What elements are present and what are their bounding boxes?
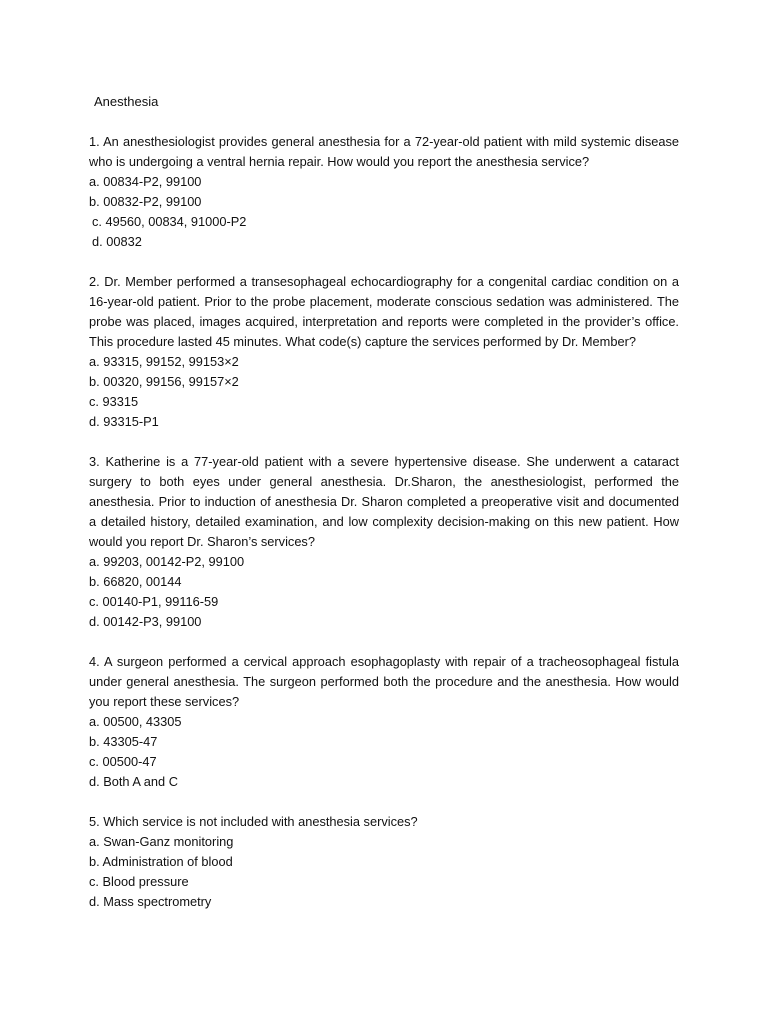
answer-option-d: d. Mass spectrometry — [89, 894, 212, 909]
answer-option-c: c. 00500-47 — [89, 754, 157, 769]
answer-option-d: d. 00142-P3, 99100 — [89, 614, 202, 629]
answer-option-a: a. 99203, 00142-P2, 99100 — [89, 554, 245, 569]
document-title: Anesthesia — [94, 94, 159, 109]
question-text: 3. Katherine is a 77-year-old patient with a severe hypertensive disease. She underwent a cataract surgery to both eyes under general anesthesia. Dr.Sharon, the anesthesiologist, performed the anesthesia. Prior to induction of anesthesia Dr. Sharon completed a preoperative visit and documented a detailed history, detailed examination, and low complexity decision-making on this new patient. How would you report Dr. Sharon’s services? — [89, 454, 679, 549]
answer-option-b: b. 43305-47 — [89, 734, 158, 749]
question-2 — [89, 272, 679, 432]
answer-option-a: a. 00500, 43305 — [89, 714, 182, 729]
answer-option-a: a. 00834-P2, 99100 — [89, 174, 202, 189]
answer-option-c: c. Blood pressure — [89, 874, 189, 889]
question-text: 2. Dr. Member performed a transesophageal echocardiography for a congenital cardiac condition on a 16-year-old patient. Prior to the probe placement, moderate conscious sedation was administered. The probe was placed, images acquired, interpretation and reports were completed in the provider’s office. This procedure lasted 45 minutes. What code(s) capture the services performed by Dr. Member? — [89, 274, 679, 349]
answer-option-b: b. 00832-P2, 99100 — [89, 194, 202, 209]
answer-option-d: d. 00832 — [92, 234, 142, 249]
question-1 — [89, 132, 679, 252]
question-text: 1. An anesthesiologist provides general anesthesia for a 72-year-old patient with mild systemic disease who is undergoing a ventral hernia repair. How would you report the anesthesia service? — [89, 134, 679, 169]
answer-option-c: c. 00140-P1, 99116-59 — [89, 594, 219, 609]
question-text: 5. Which service is not included with anesthesia services? — [89, 814, 418, 829]
answer-option-c: c. 49560, 00834, 91000-P2 — [92, 214, 247, 229]
question-text: 4. A surgeon performed a cervical approach esophagoplasty with repair of a tracheosophageal fistula under general anesthesia. The surgeon performed both the procedure and the anesthesia. How would you report these services? — [89, 654, 679, 709]
question-3 — [89, 452, 679, 632]
question-4 — [89, 652, 679, 792]
question-5 — [89, 812, 679, 912]
answer-option-a: a. 93315, 99152, 99153×2 — [89, 354, 239, 369]
answer-option-c: c. 93315 — [89, 394, 139, 409]
answer-option-b: b. Administration of blood — [89, 854, 233, 869]
answer-option-b: b. 00320, 99156, 99157×2 — [89, 374, 239, 389]
answer-option-d: d. 93315-P1 — [89, 414, 159, 429]
answer-option-d: d. Both A and C — [89, 774, 178, 789]
answer-option-a: a. Swan-Ganz monitoring — [89, 834, 234, 849]
answer-option-b: b. 66820, 00144 — [89, 574, 182, 589]
